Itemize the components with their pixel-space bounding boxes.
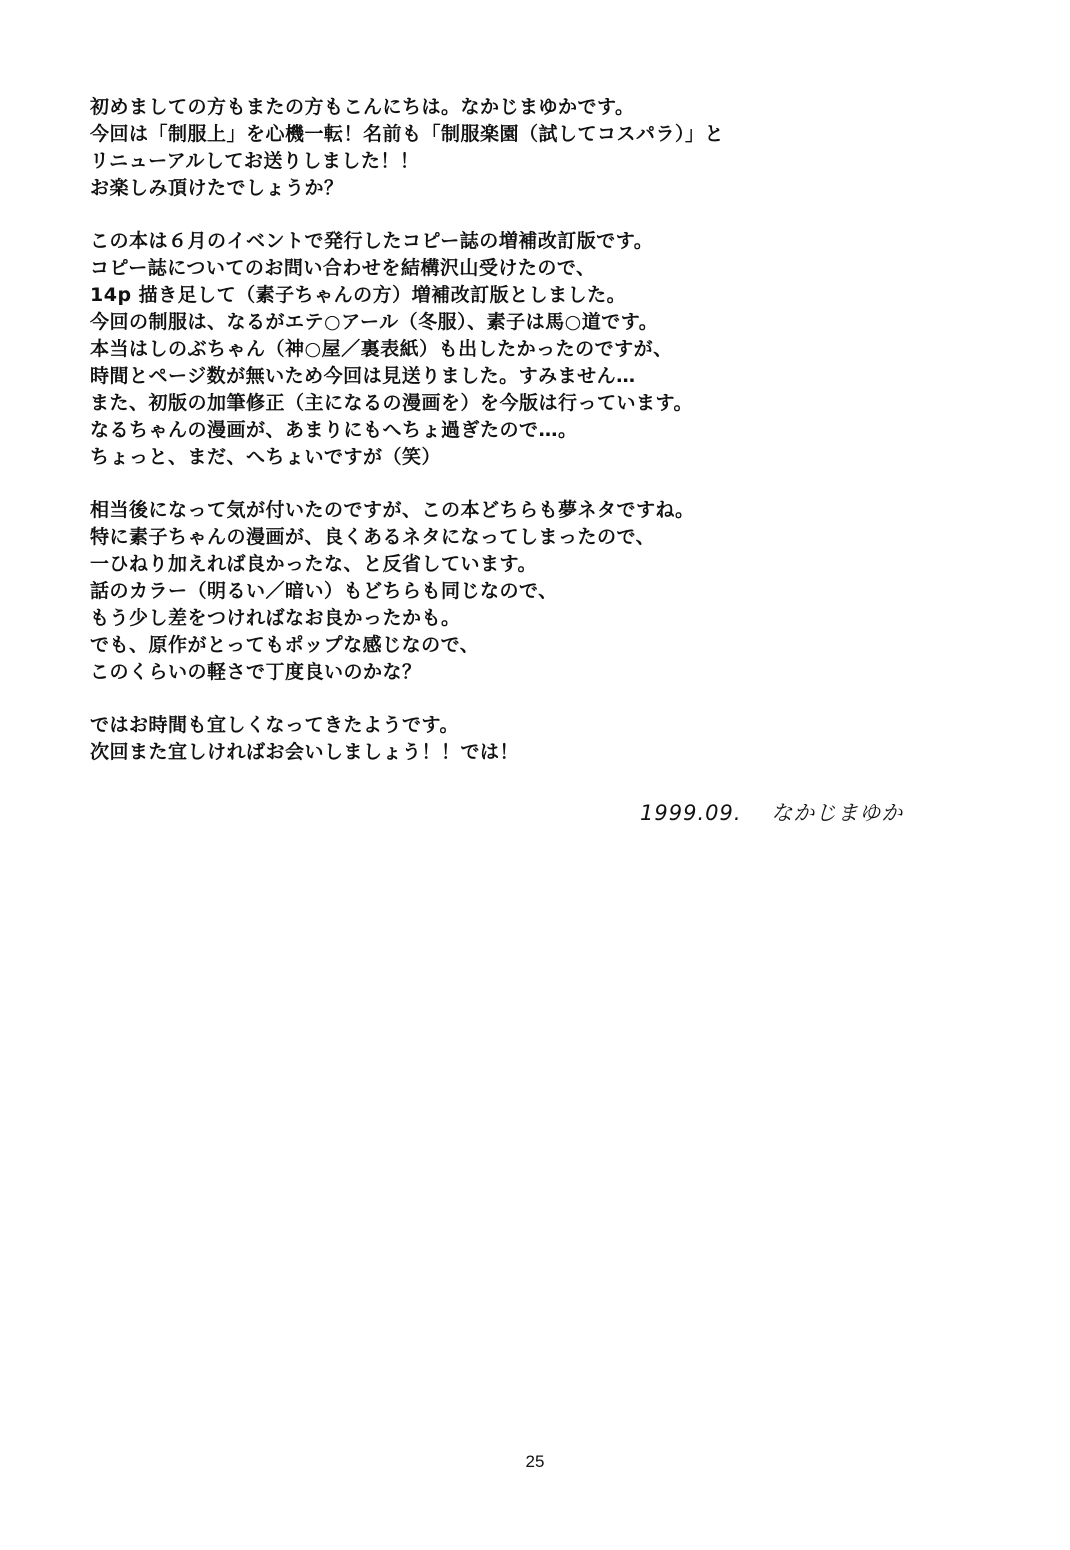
text-line: 特に素子ちゃんの漫画が、良くあるネタになってしまったので、 bbox=[90, 526, 656, 548]
paragraph-closing bbox=[90, 712, 990, 766]
paragraph-greeting bbox=[90, 94, 990, 202]
text-line: 一ひねり加えれば良かったな、と反省しています。 bbox=[90, 553, 537, 575]
text-line: 今回は「制服上」を心機一転！名前も「制服楽園（試してコスパラ）」と bbox=[90, 123, 725, 145]
text-line: この本は６月のイベントで発行したコピー誌の増補改訂版です。 bbox=[90, 230, 654, 252]
paragraph-reflection bbox=[90, 497, 990, 686]
text-line: ちょっと、まだ、へちょいですが（笑） bbox=[90, 446, 442, 468]
paragraph-about-book bbox=[90, 228, 990, 471]
text-line: 初めましての方もまたの方もこんにちは。なかじまゆかです。 bbox=[90, 96, 635, 118]
signature-author: なかじまゆか bbox=[771, 801, 904, 825]
text-line: 相当後になって気が付いたのですが、この本どちらも夢ネタですね。 bbox=[90, 499, 695, 521]
text-line: また、初版の加筆修正（主になるの漫画を）を今版は行っています。 bbox=[90, 392, 693, 414]
page-number: 25 bbox=[525, 1452, 545, 1471]
text-line: 14p 描き足して（素子ちゃんの方）増補改訂版としました。 bbox=[90, 284, 627, 306]
text-line: コピー誌についてのお問い合わせを結構沢山受けたので、 bbox=[90, 257, 596, 279]
text-line: 本当はしのぶちゃん（神○屋／裏表紙）も出したかったのですが、 bbox=[90, 338, 673, 360]
text-line: なるちゃんの漫画が、あまりにもへちょ過ぎたので…。 bbox=[90, 419, 578, 441]
text-line: でも、原作がとってもポップな感じなので、 bbox=[90, 634, 480, 656]
text-line: 話のカラー（明るい／暗い）もどちらも同じなので、 bbox=[90, 580, 558, 602]
signature-date: 1999.09. bbox=[640, 801, 742, 825]
text-line: 次回また宜しければお会いしましょう！！では！ bbox=[90, 741, 520, 763]
text-line: 時間とページ数が無いため今回は見送りました。すみません… bbox=[90, 365, 636, 387]
text-line: お楽しみ頂けたでしょうか？ bbox=[90, 177, 344, 199]
text-line: 今回の制服は、なるがエテ○アール（冬服）、素子は馬○道です。 bbox=[90, 311, 659, 333]
text-line: このくらいの軽さで丁度良いのかな？ bbox=[90, 661, 422, 683]
signature bbox=[640, 797, 903, 827]
text-line: ではお時間も宜しくなってきたようです。 bbox=[90, 714, 459, 736]
text-line: もう少し差をつければなお良かったかも。 bbox=[90, 607, 461, 629]
text-line: リニューアルしてお送りしました！！ bbox=[90, 150, 420, 172]
afterword-text bbox=[90, 94, 990, 792]
